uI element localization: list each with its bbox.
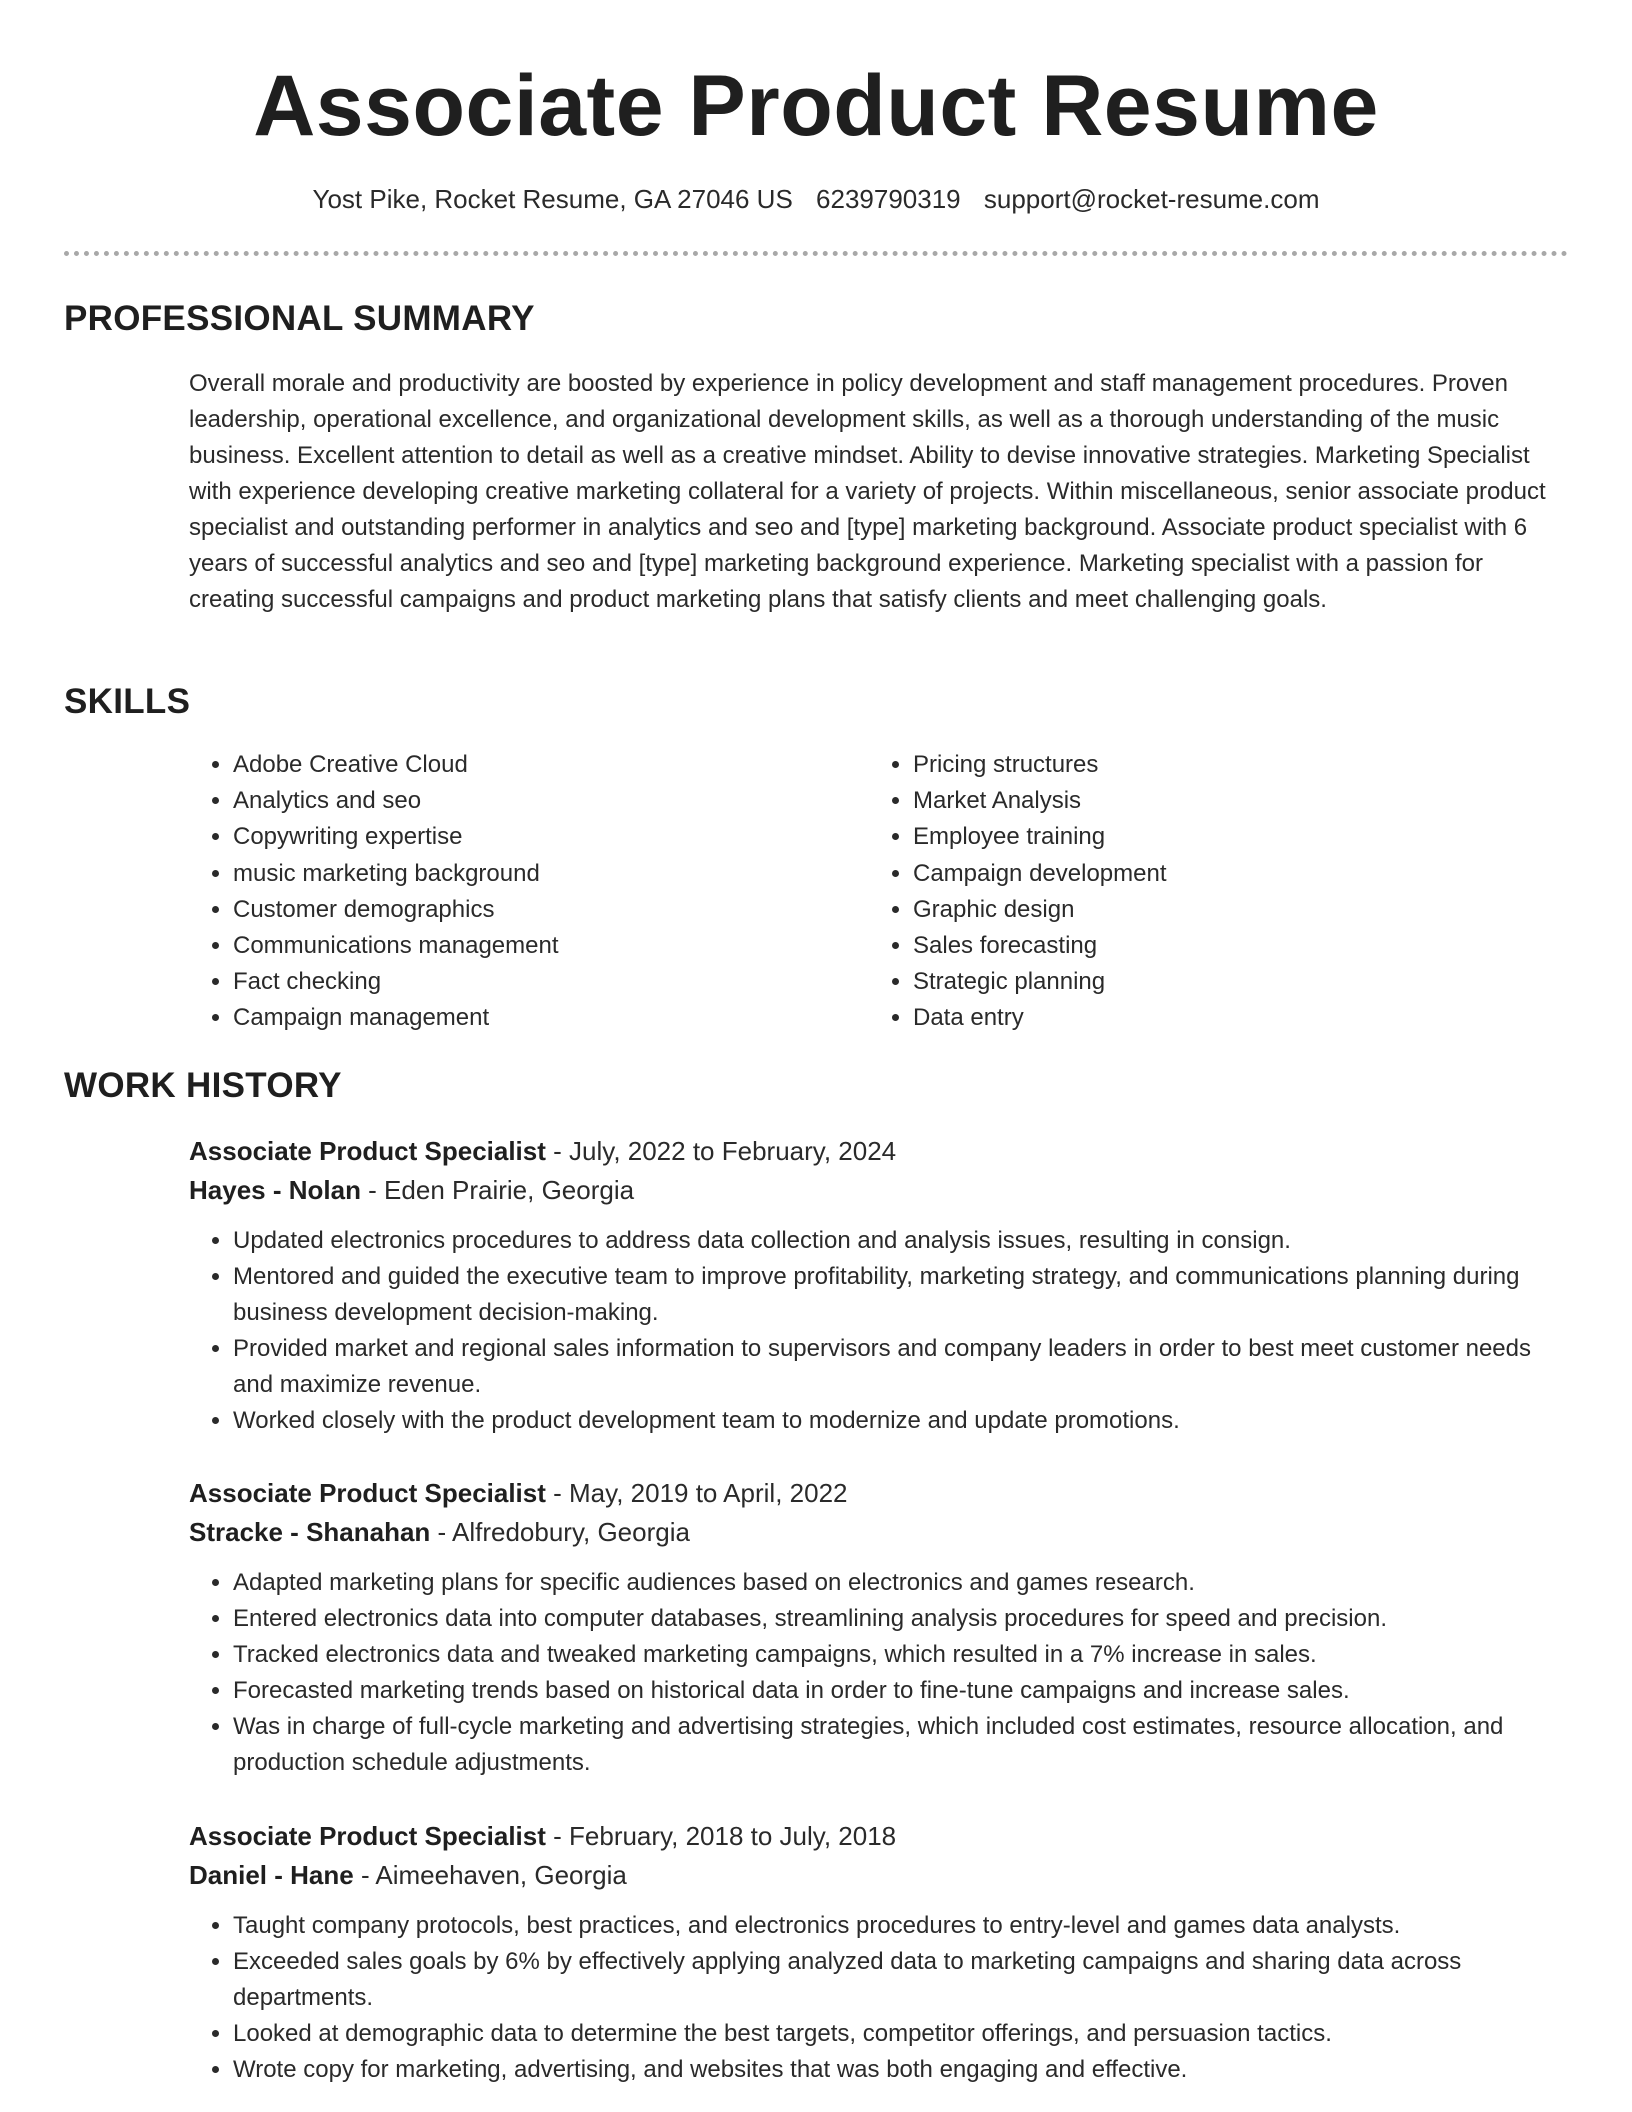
contact-line [0,183,1632,215]
skill-item: • Market Analysis [913,783,1513,819]
job-bullet: • Provided market and regional sales information to supervisors and company leaders in order to best meet customer needs and maximize revenue. [233,1331,1569,1403]
skill-item: • Customer demographics [233,892,833,928]
skill-item: • Copywriting expertise [233,819,833,855]
job-entry [189,1817,1569,2088]
resume-title: Associate Product Resume [253,58,1379,154]
job-bullet: • Tracked electronics data and tweaked marketing campaigns, which resulted in a 7% increase in sales. [233,1637,1569,1673]
skill-item: • Pricing structures [913,747,1513,783]
job-company-line [189,1171,1569,1210]
job-bullet: • Exceeded sales goals by 6% by effectively applying analyzed data to marketing campaigns and sharing data across departments. [233,1944,1569,2016]
job-company: Daniel - Hane [189,1860,354,1890]
contact-phone: 6239790319 [816,184,961,214]
job-bullet: • Adapted marketing plans for specific audiences based on electronics and games research. [233,1565,1569,1601]
job-entry [189,1132,1569,1439]
job-location: - Alfredobury, Georgia [430,1517,690,1547]
skill-item: • Analytics and seo [233,783,833,819]
skill-item: • Graphic design [913,892,1513,928]
skill-item: • Sales forecasting [913,928,1513,964]
job-bullet: • Was in charge of full-cycle marketing and advertising strategies, which included cost estimates, resource allocation, and production schedule adjustments. [233,1709,1569,1781]
job-company-line [189,1856,1569,1895]
job-bullet: • Looked at demographic data to determine the best targets, competitor offerings, and persuasion tactics. [233,2016,1569,2052]
skill-item: • music marketing background [233,856,833,892]
job-company: Stracke - Shanahan [189,1517,431,1547]
job-bullet: • Updated electronics procedures to address data collection and analysis issues, resulting in consign. [233,1223,1569,1259]
job-title: Associate Product Specialist [189,1136,546,1166]
skills-list-right [869,747,1513,1037]
contact-email: support@rocket-resume.com [983,184,1320,214]
skills-heading: SKILLS [64,682,191,721]
job-bullet: • Forecasted marketing trends based on historical data in order to fine-tune campaigns and increase sales. [233,1673,1569,1709]
skill-item: • Strategic planning [913,964,1513,1000]
job-bullets [189,1565,1569,1781]
skill-item: • Campaign management [233,1000,833,1036]
contact-address: Yost Pike, Rocket Resume, GA 27046 US [312,184,793,214]
job-entry [189,1474,1569,1781]
job-bullet: • Wrote copy for marketing, advertising, and websites that was both engaging and effective. [233,2052,1569,2088]
skill-item: • Adobe Creative Cloud [233,747,833,783]
skill-item: • Fact checking [233,964,833,1000]
job-bullet: • Worked closely with the product development team to modernize and update promotions. [233,1403,1569,1439]
job-title-line [189,1817,1569,1856]
job-bullet: • Mentored and guided the executive team to improve profitability, marketing strategy, and communications planning during business development decision-making. [233,1259,1569,1331]
job-title-line [189,1474,1569,1513]
skill-item: • Employee training [913,819,1513,855]
job-location: - Aimeehaven, Georgia [353,1860,627,1890]
job-bullet: • Entered electronics data into computer databases, streamlining analysis procedures for speed and precision. [233,1601,1569,1637]
summary-text: Overall morale and productivity are boosted by experience in policy development and staff management procedures. Proven leadership, operational excellence, and organizational development skills, as well as a thorough understanding of the music business. Excellent attention to detail as well as a creative mindset. Ability to devise innovative strategies. Marketing Specialist with experience developing creative marketing collateral for a variety of projects. Within miscellaneous, senior associate product specialist and outstanding performer in analytics and seo and [type] marketing background. Associate product specialist with 6 years of successful analytics and seo and [type] marketing background experience. Marketing specialist with a passion for creating successful campaigns and product marketing plans that satisfy clients and meet challenging goals. [189,370,1546,613]
job-title-line [189,1132,1569,1171]
work-heading: WORK HISTORY [64,1066,342,1105]
job-bullets [189,1908,1569,2088]
job-company: Hayes - Nolan [189,1175,361,1205]
job-dates: - May, 2019 to April, 2022 [545,1478,848,1508]
job-company-line [189,1513,1569,1552]
job-location: - Eden Prairie, Georgia [360,1175,635,1205]
skills-list-left [189,747,833,1037]
job-dates: - July, 2022 to February, 2024 [545,1136,897,1166]
job-title: Associate Product Specialist [189,1821,546,1851]
skill-item: • Communications management [233,928,833,964]
skill-item: • Campaign development [913,856,1513,892]
job-bullets [189,1223,1569,1439]
job-bullet: • Taught company protocols, best practices, and electronics procedures to entry-level and games data analysts. [233,1908,1569,1944]
job-dates: - February, 2018 to July, 2018 [545,1821,897,1851]
header-divider [64,251,1568,256]
summary-heading: PROFESSIONAL SUMMARY [64,299,535,338]
job-title: Associate Product Specialist [189,1478,546,1508]
skill-item: • Data entry [913,1000,1513,1036]
